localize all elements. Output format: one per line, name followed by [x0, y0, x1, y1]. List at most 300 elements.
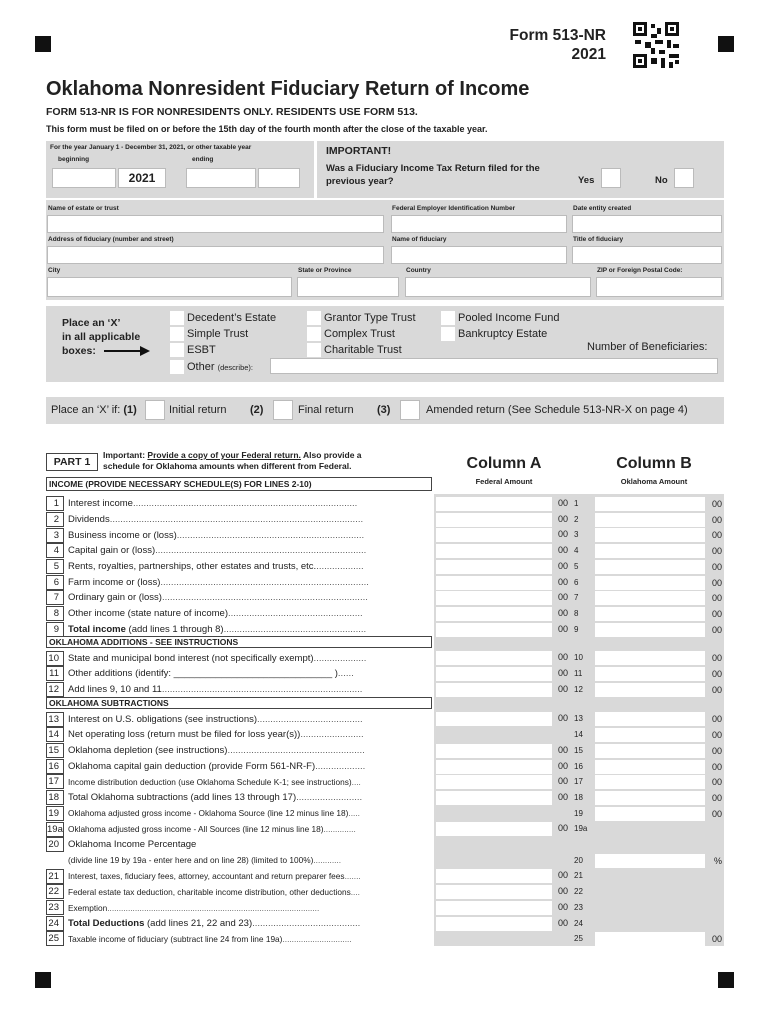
yes-checkbox[interactable] — [601, 168, 621, 188]
other-text: Other — [187, 361, 215, 373]
state-input[interactable] — [297, 277, 399, 297]
column-a-input[interactable] — [436, 607, 552, 621]
column-a-input[interactable] — [436, 791, 552, 805]
line-text: Other income (state nature of income) — [68, 608, 228, 620]
esbt-checkbox[interactable] — [170, 343, 184, 357]
column-b-line-number: 9 — [574, 624, 579, 634]
form-line — [46, 868, 436, 884]
line-number: 16 — [46, 759, 64, 774]
country-label: Country — [406, 267, 431, 274]
line-description — [64, 808, 436, 818]
grantor-trust-checkbox[interactable] — [307, 311, 321, 325]
column-b-input[interactable] — [595, 932, 705, 946]
important-line2: schedule for Oklahoma amounts when different from Federal. — [103, 461, 352, 471]
tax-year-label: For the year January 1 - December 31, 2021, or other taxable year — [50, 144, 252, 151]
form-name: Form 513-NR — [509, 27, 606, 44]
column-b-line-number: 16 — [574, 761, 583, 771]
grantor-trust-label: Grantor Type Trust — [324, 312, 416, 324]
entity-instruction-3: boxes: — [62, 345, 96, 357]
cents-a: 00 — [557, 592, 568, 603]
line-text: Interest income — [68, 498, 133, 510]
date-created-label: Date entity created — [573, 205, 632, 212]
leader-dots: ......................................... — [252, 917, 361, 929]
zip-input[interactable] — [596, 277, 722, 297]
column-b-line-number: 23 — [574, 902, 583, 912]
line-number: 23 — [46, 900, 64, 915]
line-number: 15 — [46, 743, 64, 758]
line-number: 4 — [46, 543, 64, 558]
registration-mark-bottom-right — [718, 972, 734, 988]
amended-return-checkbox[interactable] — [400, 400, 420, 420]
cents-a: 00 — [557, 607, 568, 618]
line-text: Interest, taxes, fiduciary fees, attorney, accountant and return preparer fees — [68, 871, 345, 882]
column-b-line-number: 7 — [574, 593, 579, 603]
decedents-estate-checkbox[interactable] — [170, 311, 184, 325]
column-b-input[interactable] — [595, 651, 705, 665]
leader-dots: ........................................ — [257, 713, 363, 725]
column-b-line-number: 1 — [574, 499, 579, 508]
form-line — [46, 543, 436, 559]
cents-a: 00 — [557, 668, 568, 678]
date-created-input[interactable] — [572, 215, 722, 233]
line-text: Dividends — [68, 513, 110, 525]
line-description — [64, 498, 436, 509]
column-a-input[interactable] — [436, 775, 552, 789]
leader-dots: ..... — [348, 808, 360, 819]
other-checkbox[interactable] — [170, 360, 184, 374]
line-text-extra: (add lines 21, 22 and 23) — [144, 917, 253, 929]
line-description — [64, 684, 436, 695]
column-b-line-number: 21 — [574, 871, 583, 881]
column-b-line-number: 2 — [574, 514, 579, 524]
line-description — [64, 577, 436, 588]
complex-trust-label: Complex Trust — [324, 328, 395, 340]
form-line — [46, 900, 436, 916]
line-text: Oklahoma depletion (see instructions) — [68, 745, 228, 757]
column-b-line-number: 20 — [574, 855, 583, 865]
column-b-input[interactable] — [595, 528, 705, 542]
line-number: 18 — [46, 790, 64, 805]
no-label: No — [655, 175, 668, 186]
column-b-input[interactable] — [595, 623, 705, 637]
column-a-input[interactable] — [436, 513, 552, 527]
column-a-input[interactable] — [436, 683, 552, 697]
line-number: 2 — [46, 512, 64, 527]
cents-b: 00 — [711, 608, 722, 619]
column-a-input[interactable] — [436, 712, 552, 726]
city-label: City — [48, 267, 61, 274]
cents-b: 00 — [711, 745, 722, 756]
line-number: 25 — [46, 931, 64, 946]
form-subtitle: FORM 513-NR IS FOR NONRESIDENTS ONLY. RESIDENTS USE FORM 513. — [46, 106, 418, 118]
line-text: Capital gain or (loss) — [68, 545, 156, 557]
country-input[interactable] — [405, 277, 591, 297]
cents-a: 00 — [557, 917, 568, 928]
filing-notice: This form must be filed on or before the 15th day of the fourth month after the close of the taxable year. — [46, 124, 488, 134]
cents-b: 00 — [711, 653, 722, 664]
part1-important — [103, 450, 433, 472]
form-line — [46, 759, 436, 775]
line-description — [64, 624, 436, 635]
cents-a: 00 — [557, 576, 568, 587]
line-text: Oklahoma adjusted gross income - Oklahoma Source (line 12 minus line 18) — [68, 808, 349, 819]
line-description — [64, 530, 436, 541]
line-number: 20 — [46, 837, 64, 852]
cents-b: 00 — [711, 669, 722, 679]
cents-a: 00 — [557, 901, 568, 912]
additions-header: OKLAHOMA ADDITIONS - SEE INSTRUCTIONS — [46, 636, 432, 648]
column-a-input[interactable] — [436, 760, 552, 774]
cents-b: 00 — [711, 684, 722, 695]
column-b-input[interactable] — [595, 775, 705, 789]
line-text: Business income or (loss) — [68, 529, 177, 541]
city-input[interactable] — [47, 277, 292, 297]
pooled-income-fund-checkbox[interactable] — [441, 311, 455, 325]
registration-mark-top-left — [35, 36, 51, 52]
cents-b: 00 — [711, 624, 722, 635]
return-type-label — [51, 404, 137, 416]
subtractions-header: OKLAHOMA SUBTRACTIONS — [46, 697, 432, 709]
line-description — [64, 545, 436, 556]
pooled-income-fund-label: Pooled Income Fund — [458, 312, 560, 324]
cents-a: 00 — [557, 545, 568, 556]
cents-b: 00 — [711, 792, 722, 803]
column-b-line-number: 24 — [574, 918, 583, 928]
form-line — [46, 931, 436, 947]
column-a-input[interactable] — [436, 901, 552, 915]
column-a-input[interactable] — [436, 576, 552, 590]
column-b-input[interactable] — [595, 497, 705, 511]
form-line — [46, 916, 436, 932]
line-number — [46, 853, 64, 868]
arrow-right-icon — [104, 346, 150, 356]
column-b-line-number: 12 — [574, 684, 583, 694]
column-b-input[interactable] — [595, 791, 705, 805]
line-description — [64, 871, 436, 881]
column-a-input[interactable] — [436, 560, 552, 574]
form-line — [46, 666, 436, 682]
line-text: Oklahoma Income Percentage — [68, 839, 197, 851]
form-line — [46, 884, 436, 900]
leader-dots: ................................................................................ — [155, 545, 367, 557]
column-b-input[interactable] — [595, 807, 705, 821]
cents-b: 00 — [711, 761, 722, 772]
column-a-input[interactable] — [436, 651, 552, 665]
cents-a: 00 — [557, 513, 568, 524]
column-b-input[interactable] — [595, 513, 705, 527]
fiduciary-name-input[interactable] — [391, 246, 567, 264]
column-b-line-number: 19a — [574, 824, 588, 834]
line-number: 5 — [46, 559, 64, 574]
entity-instruction-2: in all applicable — [62, 331, 141, 343]
num3: (3) — [377, 404, 391, 416]
cents-b: 00 — [711, 499, 722, 509]
qr-code-icon — [633, 22, 679, 68]
final-return-checkbox[interactable] — [273, 400, 293, 420]
fiduciary-name-label: Name of fiduciary — [392, 236, 447, 243]
column-b-line-number: 11 — [574, 669, 583, 678]
percent-sign: % — [713, 855, 722, 866]
leader-dots: ..................................................................................... — [132, 498, 358, 510]
line-number: 11 — [46, 666, 64, 681]
leader-dots: ................... — [315, 760, 366, 772]
leader-dots: .... — [350, 886, 360, 897]
form-line — [46, 853, 436, 869]
line-text-extra: (add lines 1 through 8) — [125, 623, 224, 635]
line-description — [64, 653, 436, 664]
simple-trust-label: Simple Trust — [187, 328, 249, 340]
column-b-line-number: 10 — [574, 653, 583, 663]
bankruptcy-estate-checkbox[interactable] — [441, 327, 455, 341]
leader-dots: .... — [351, 776, 361, 787]
fiduciary-title-input[interactable] — [572, 246, 722, 264]
line-text: State and municipal bond interest (not specifically exempt) — [68, 652, 314, 664]
column-b-input[interactable] — [595, 607, 705, 621]
place-x-text: Place an ‘X’ if: — [51, 404, 121, 416]
cents-a: 00 — [557, 744, 568, 755]
cents-b: 00 — [711, 808, 722, 819]
column-b-line-number: 4 — [574, 546, 579, 556]
line-description — [64, 761, 436, 772]
line-description — [64, 824, 436, 834]
cents-b: 00 — [711, 514, 722, 525]
column-b-input[interactable] — [595, 576, 705, 590]
form-line — [46, 837, 436, 853]
other-describe-input[interactable] — [270, 358, 718, 374]
form-line — [46, 711, 436, 727]
line-number: 14 — [46, 727, 64, 742]
line-number: 8 — [46, 606, 64, 621]
leader-dots: ...... — [337, 668, 354, 680]
cents-a: 00 — [557, 498, 568, 508]
ending-year-input[interactable] — [258, 168, 300, 188]
cents-a: 00 — [557, 760, 568, 771]
form-line — [46, 790, 436, 806]
form-line — [46, 559, 436, 575]
column-b-line-number: 15 — [574, 745, 583, 755]
column-b-title: Column B — [616, 455, 692, 472]
column-a-input[interactable] — [436, 528, 552, 542]
column-a-input[interactable] — [436, 544, 552, 558]
column-b-input[interactable] — [595, 683, 705, 697]
cents-b: 00 — [711, 593, 722, 604]
column-b-subtitle: Oklahoma Amount — [620, 477, 688, 486]
form-line — [46, 774, 436, 790]
line-number: 10 — [46, 651, 64, 666]
line-description — [64, 514, 436, 525]
line-text: Taxable income of fiduciary (subtract line 24 from line 19a) — [68, 933, 283, 944]
line-text: Net operating loss (return must be filed for loss year(s)) — [68, 729, 301, 741]
line-text: Farm income or (loss) — [68, 576, 161, 588]
line-description — [64, 839, 436, 850]
line-text: Total Oklahoma subtractions (add lines 13 through 17) — [68, 792, 297, 804]
leader-dots: ................................................................................................ — [109, 513, 364, 525]
column-a-input[interactable] — [436, 744, 552, 758]
line-description — [64, 561, 436, 572]
column-b-input[interactable] — [595, 591, 705, 605]
line-text: Ordinary gain or (loss) — [68, 592, 162, 604]
column-a-subtitle: Federal Amount — [475, 477, 533, 486]
leader-dots: ......................... — [296, 792, 363, 804]
column-a-input[interactable] — [436, 667, 552, 681]
num1: (1) — [123, 404, 137, 416]
column-a-input[interactable] — [436, 917, 552, 931]
registration-mark-bottom-left — [35, 972, 51, 988]
line-number: 17 — [46, 774, 64, 789]
cents-a: 00 — [557, 776, 568, 787]
column-a-input[interactable] — [436, 623, 552, 637]
ending-label: ending — [192, 156, 214, 163]
leader-dots: .................. — [316, 561, 364, 573]
cents-a: 00 — [557, 870, 568, 881]
column-b-input[interactable] — [595, 544, 705, 558]
line-description — [64, 729, 436, 740]
line-number: 12 — [46, 682, 64, 697]
beginning-month-day-input[interactable] — [52, 168, 116, 188]
column-b-line-number: 6 — [574, 577, 579, 587]
leader-dots: ....................................................................... — [176, 529, 365, 541]
address-label: Address of fiduciary (number and street) — [48, 236, 174, 243]
line-text: Exemption — [68, 902, 108, 913]
federal-return-link: Provide a copy of your Federal return. — [147, 450, 301, 460]
line-description — [64, 855, 436, 865]
column-b-line-number: 25 — [574, 934, 583, 944]
column-a-title: Column A — [466, 455, 542, 472]
line-number: 3 — [46, 528, 64, 543]
line-number: 22 — [46, 884, 64, 899]
cents-a: 00 — [557, 791, 568, 802]
beneficiaries-label: Number of Beneficiaries: — [587, 341, 708, 353]
column-b-line-number: 22 — [574, 887, 583, 897]
estate-name-label: Name of estate or trust — [48, 205, 119, 212]
line-text: Federal estate tax deduction, charitable income distribution, other deductions — [68, 886, 351, 897]
column-a-input[interactable] — [436, 591, 552, 605]
line-number: 7 — [46, 590, 64, 605]
column-a-input[interactable] — [436, 869, 552, 883]
line-number: 19 — [46, 806, 64, 821]
leader-dots: ............ — [313, 855, 342, 866]
leader-dots: .................... — [313, 652, 367, 664]
other-label — [187, 361, 253, 373]
column-b-line-number: 14 — [574, 730, 583, 740]
address-input[interactable] — [47, 246, 384, 264]
initial-return-checkbox[interactable] — [145, 400, 165, 420]
describe-text: (describe): — [217, 363, 254, 372]
important-question: Was a Fiduciary Income Tax Return filed for the previous year? — [326, 163, 540, 187]
column-b-input[interactable] — [595, 744, 705, 758]
line-description — [64, 903, 436, 913]
estate-name-input[interactable] — [47, 215, 384, 233]
line-description — [64, 714, 436, 725]
line-text: Add lines 9, 10 and 11 — [68, 683, 162, 695]
page-title: Oklahoma Nonresident Fiduciary Return of Income — [46, 78, 530, 100]
cents-b: 00 — [711, 561, 722, 572]
leader-dots: .............. — [323, 824, 356, 835]
cents-a: 00 — [557, 886, 568, 897]
leader-dots: ...................................................... — [223, 623, 367, 635]
cents-b: 00 — [711, 546, 722, 557]
charitable-trust-checkbox[interactable] — [307, 343, 321, 357]
charitable-trust-label: Charitable Trust — [324, 344, 402, 356]
column-b-line-number: 13 — [574, 714, 583, 724]
column-b-input[interactable] — [595, 712, 705, 726]
column-b-input[interactable] — [595, 728, 705, 742]
column-b-input[interactable] — [595, 560, 705, 574]
fiduciary-title-label: Title of fiduciary — [573, 236, 624, 243]
leader-dots: .............................................................................. — [161, 592, 368, 604]
line-number: 21 — [46, 869, 64, 884]
fein-input[interactable] — [391, 215, 567, 233]
cents-a: 00 — [557, 623, 568, 634]
column-a-input[interactable] — [436, 497, 552, 511]
important-label: Important: — [103, 450, 146, 460]
ending-month-day-input[interactable] — [186, 168, 256, 188]
cents-b: 00 — [711, 934, 722, 945]
line-description — [64, 668, 436, 679]
final-return-label: Final return — [298, 404, 354, 416]
column-b-line-number: 18 — [574, 792, 583, 802]
cents-a: 00 — [557, 713, 568, 724]
line-number: 19a — [47, 823, 63, 835]
leader-dots: .................................................... — [227, 745, 365, 757]
line-description — [64, 592, 436, 603]
leader-dots: .............................. — [282, 933, 352, 944]
cents-a: 00 — [557, 823, 568, 834]
column-b-input[interactable] — [595, 667, 705, 681]
leader-dots: ............................................................................................ — [107, 902, 320, 913]
cents-b: 00 — [711, 530, 722, 541]
leader-dots: ................................................... — [228, 608, 363, 620]
cents-b: 00 — [711, 714, 722, 725]
form-year: 2021 — [571, 46, 606, 63]
amended-return-label: Amended return (See Schedule 513-NR-X on page 4) — [426, 404, 688, 416]
form-line — [46, 727, 436, 743]
column-b-input[interactable] — [595, 760, 705, 774]
column-a-input[interactable] — [436, 885, 552, 899]
column-b-line-number: 17 — [574, 777, 583, 787]
no-checkbox[interactable] — [674, 168, 694, 188]
cents-a: 00 — [557, 652, 568, 663]
line-description — [64, 777, 436, 787]
line-text: Oklahoma capital gain deduction (provide Form 561-NR-F) — [68, 760, 316, 772]
line-number: 1 — [46, 496, 64, 511]
form-line — [46, 590, 436, 606]
line-text: (divide line 19 by 19a - enter here and on line 28) (limited to 100%) — [68, 855, 314, 866]
cents-b: 00 — [711, 577, 722, 588]
line-text: Total income — [68, 623, 126, 635]
form-line — [46, 575, 436, 591]
line-number: 9 — [46, 622, 64, 637]
leader-dots: ............................................................................... — [160, 576, 369, 588]
complex-trust-checkbox[interactable] — [307, 327, 321, 341]
form-line — [46, 512, 436, 528]
line-text: Oklahoma adjusted gross income - All Sources (line 12 minus line 18) — [68, 824, 324, 835]
column-b-input[interactable] — [595, 854, 705, 868]
line-number: 24 — [46, 916, 64, 931]
form-line — [46, 496, 436, 512]
decedents-estate-label: Decedent’s Estate — [187, 312, 277, 324]
registration-mark-top-right — [718, 36, 734, 52]
cents-b: 00 — [711, 730, 722, 741]
column-a-input[interactable] — [436, 822, 552, 836]
column-b-line-number: 5 — [574, 561, 579, 571]
form-line — [46, 743, 436, 759]
leader-dots: ....... — [344, 871, 361, 882]
simple-trust-checkbox[interactable] — [170, 327, 184, 341]
part1-label: PART 1 — [46, 453, 98, 471]
form-line — [46, 606, 436, 622]
fein-label: Federal Employer Identification Number — [392, 205, 516, 212]
